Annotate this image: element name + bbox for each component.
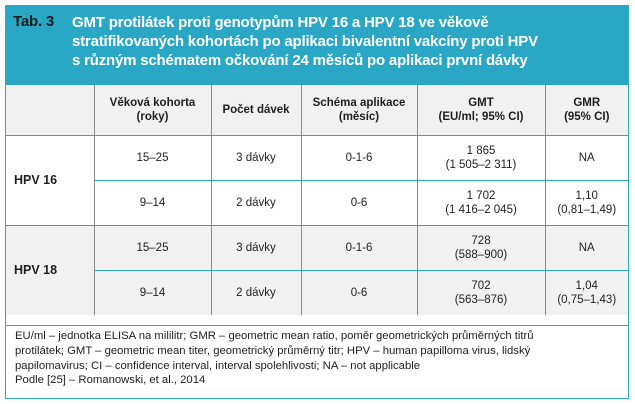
table-title-line: s různým schématem očkování 24 měsíců po aplikaci první dávky — [72, 52, 528, 69]
cell-gmr: NA — [545, 225, 628, 270]
gmt-table — [6, 85, 628, 315]
table-row — [6, 225, 628, 270]
cell-gmr: 1,10 (0,81–1,49) — [545, 180, 628, 225]
table-row — [6, 180, 628, 225]
cell-gmt: 1 702 (1 416–2 045) — [417, 180, 545, 225]
footnote-line: protilátek; GMT – geometric mean titer, geometrický průměrný titr; HPV – human papilloma virus, lidský — [15, 344, 531, 357]
cell-schema: 0-1-6 — [301, 135, 417, 180]
cell-schema: 0-6 — [301, 180, 417, 225]
cell-schema: 0-1-6 — [301, 225, 417, 270]
table-frame — [5, 5, 629, 399]
footnote-line: papilomavirus; CI – confidence interval, interval spolehlivosti; NA – not applicable — [15, 359, 421, 372]
cell-gmr: 1,04 (0,75–1,43) — [545, 270, 628, 315]
cell-gmr: NA — [545, 135, 628, 180]
table-title-bar — [6, 6, 628, 85]
header-gmr: GMR (95% CI) — [545, 85, 628, 135]
table-footnote — [6, 325, 628, 399]
group-label-hpv18: HPV 18 — [6, 225, 94, 315]
header-age-cohort: Věková kohorta (roky) — [94, 85, 211, 135]
table-title — [72, 13, 622, 70]
cell-doses: 2 dávky — [211, 270, 301, 315]
header-schema: Schéma aplikace (měsíc) — [301, 85, 417, 135]
cell-gmt: 1 865 (1 505–2 311) — [417, 135, 545, 180]
cell-gmt: 702 (563–876) — [417, 270, 545, 315]
cell-schema: 0-6 — [301, 270, 417, 315]
cell-age: 15–25 — [94, 225, 211, 270]
header-dose-count: Počet dávek — [211, 85, 301, 135]
table-row — [6, 135, 628, 180]
cell-age: 9–14 — [94, 270, 211, 315]
header-gmt: GMT (EU/ml; 95% CI) — [417, 85, 545, 135]
cell-gmt: 728 (588–900) — [417, 225, 545, 270]
header-group — [6, 85, 94, 135]
cell-doses: 3 dávky — [211, 225, 301, 270]
table-header-row — [6, 85, 628, 135]
table-number: Tab. 3 — [13, 13, 55, 30]
table-title-line: stratifikovaných kohortách po aplikaci bivalentní vakcíny proti HPV — [72, 33, 538, 50]
table-row — [6, 270, 628, 315]
cell-age: 15–25 — [94, 135, 211, 180]
footnote-line: EU/ml – jednotka ELISA na mililitr; GMR – geometric mean ratio, poměr geometrických průměrných titrů — [15, 330, 534, 342]
cell-age: 9–14 — [94, 180, 211, 225]
group-label-hpv16: HPV 16 — [6, 135, 94, 225]
footnote-source: Podle [25] – Romanowski, et al., 2014 — [15, 374, 206, 387]
cell-doses: 2 dávky — [211, 180, 301, 225]
cell-doses: 3 dávky — [211, 135, 301, 180]
table-title-line: GMT protilátek proti genotypům HPV 16 a HPV 18 ve věkově — [72, 14, 489, 31]
